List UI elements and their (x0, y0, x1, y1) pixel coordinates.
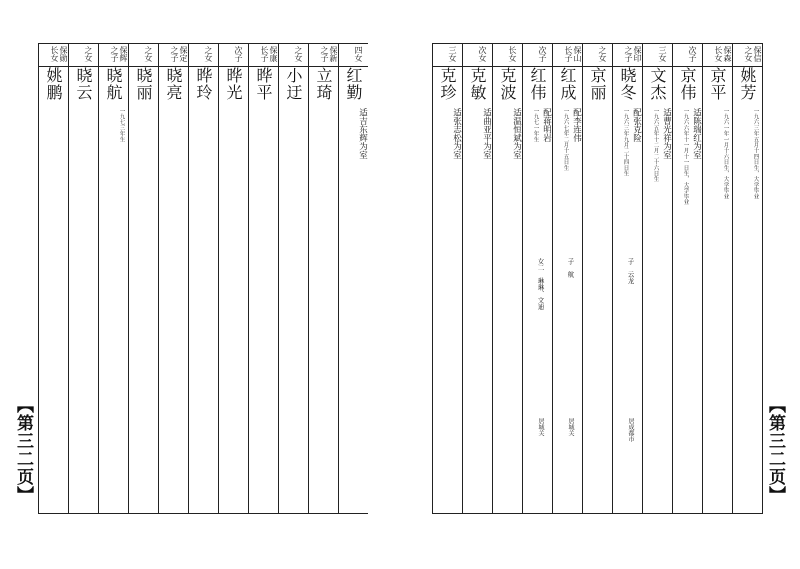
column-divider (702, 43, 703, 514)
spouse-note: 适曹光祥为室 (661, 108, 672, 159)
column-divider (522, 43, 523, 514)
member-name: 晓丽 (134, 67, 153, 101)
relation-label: 之女 (204, 46, 213, 62)
relation-label: 三女 (658, 46, 667, 62)
member-name: 京丽 (588, 67, 607, 101)
relation-label: 四女 (354, 46, 363, 62)
member-name: 文杰 (648, 67, 667, 101)
residence-note: 居城关 (567, 418, 574, 436)
member-name: 晔平 (254, 67, 273, 101)
member-name: 克波 (498, 67, 517, 101)
relation-label: 之女 (84, 46, 93, 62)
member-name: 小迂 (284, 67, 303, 101)
birth-date: 一九六三年五月十四日生，大学毕业 (752, 108, 759, 200)
column-divider (612, 43, 613, 514)
birth-date: 一九六五年十二月二十六日生 (652, 108, 659, 183)
column-divider (128, 43, 129, 514)
children-note: 女二 琳琳、文迪 (536, 258, 545, 310)
relation-label: 长女 (508, 46, 517, 62)
relation-label: 长女 (50, 46, 59, 62)
column-divider (492, 43, 493, 514)
relation-label: 之女 (598, 46, 607, 62)
relation-label: 长女 (714, 46, 723, 62)
top-rule (38, 43, 368, 44)
relation-label: 保新 (329, 46, 338, 62)
birth-date: 一九七三年生 (118, 108, 125, 143)
bottom-rule (432, 513, 762, 514)
birth-date: 一九六三年九月二十四日生 (622, 108, 629, 177)
column-divider (308, 43, 309, 514)
spouse-note: 适温恒斌为室 (511, 108, 522, 159)
children-note: 子 云龙 (626, 258, 635, 284)
member-name: 姚鹏 (44, 67, 63, 101)
member-name: 红成 (558, 67, 577, 101)
relation-label: 保康 (269, 46, 278, 62)
birth-date: 一九六七年二月十五日生 (562, 108, 569, 171)
spouse-note: 配张克险 (631, 108, 642, 142)
member-name: 京伟 (678, 67, 697, 101)
relation-label: 之女 (744, 46, 753, 62)
relation-label: 次子 (234, 46, 243, 62)
top-rule (432, 43, 762, 44)
column-divider (642, 43, 643, 514)
birth-date: 一九六一年一月十六日生，大学毕业 (722, 108, 729, 200)
page-number: 【第三二页】 (765, 396, 785, 504)
column-divider (98, 43, 99, 514)
spouse-note: 适曲亚平为室 (481, 108, 492, 159)
member-name: 晔光 (224, 67, 243, 101)
relation-label: 之子 (624, 46, 633, 62)
residence-note: 居成都市 (627, 418, 634, 442)
column-divider (582, 43, 583, 514)
column-divider (68, 43, 69, 514)
right-border (762, 43, 763, 514)
column-divider (338, 43, 339, 514)
relation-label: 三女 (448, 46, 457, 62)
page-number: 【第三二页】 (13, 396, 33, 504)
member-name: 晓云 (74, 67, 93, 101)
relation-label: 之女 (144, 46, 153, 62)
column-divider (462, 43, 463, 514)
spouse-note: 适张志松为室 (451, 108, 462, 159)
member-name: 晓航 (104, 67, 123, 101)
member-name: 姚芳 (738, 67, 757, 101)
relation-label: 次子 (538, 46, 547, 62)
member-name: 克珍 (438, 67, 457, 101)
relation-label: 保勋 (59, 46, 68, 62)
column-divider (432, 43, 433, 514)
spouse-note: 适吉东辉为室 (357, 108, 368, 159)
column-divider (38, 43, 39, 514)
relation-label: 次子 (688, 46, 697, 62)
relation-label: 之女 (294, 46, 303, 62)
relation-label: 保森 (723, 46, 732, 62)
residence-note: 居城关 (537, 418, 544, 436)
spouse-note: 配蒋明岩 (541, 108, 552, 142)
relation-label: 保印 (633, 46, 642, 62)
birth-date: 一九七一年生 (532, 108, 539, 143)
relation-label: 保信 (753, 46, 762, 62)
member-name: 克敏 (468, 67, 487, 101)
relation-label: 保山 (573, 46, 582, 62)
relation-label: 长子 (564, 46, 573, 62)
member-name: 立琦 (314, 67, 333, 101)
column-divider (672, 43, 673, 514)
relation-label: 长子 (260, 46, 269, 62)
member-name: 京平 (708, 67, 727, 101)
member-name: 红勤 (344, 67, 363, 101)
spouse-note: 配李连伟 (571, 108, 582, 142)
member-name: 晓亮 (164, 67, 183, 101)
column-divider (732, 43, 733, 514)
member-name: 晔玲 (194, 67, 213, 101)
column-divider (218, 43, 219, 514)
column-divider (158, 43, 159, 514)
column-divider (188, 43, 189, 514)
relation-label: 之子 (170, 46, 179, 62)
relation-label: 之子 (320, 46, 329, 62)
birth-date: 一九六六年十一月十一日生，大学毕业 (682, 108, 689, 205)
right-page (400, 0, 800, 569)
column-divider (278, 43, 279, 514)
column-divider (552, 43, 553, 514)
children-note: 子 航 (566, 258, 575, 278)
member-name: 晓冬 (618, 67, 637, 101)
relation-label: 之子 (110, 46, 119, 62)
relation-label: 保定 (179, 46, 188, 62)
spouse-note: 适陈瑞红为室 (691, 108, 702, 159)
member-name: 红伟 (528, 67, 547, 101)
relation-label: 次女 (478, 46, 487, 62)
relation-label: 保辉 (119, 46, 128, 62)
column-divider (248, 43, 249, 514)
bottom-rule (38, 513, 368, 514)
